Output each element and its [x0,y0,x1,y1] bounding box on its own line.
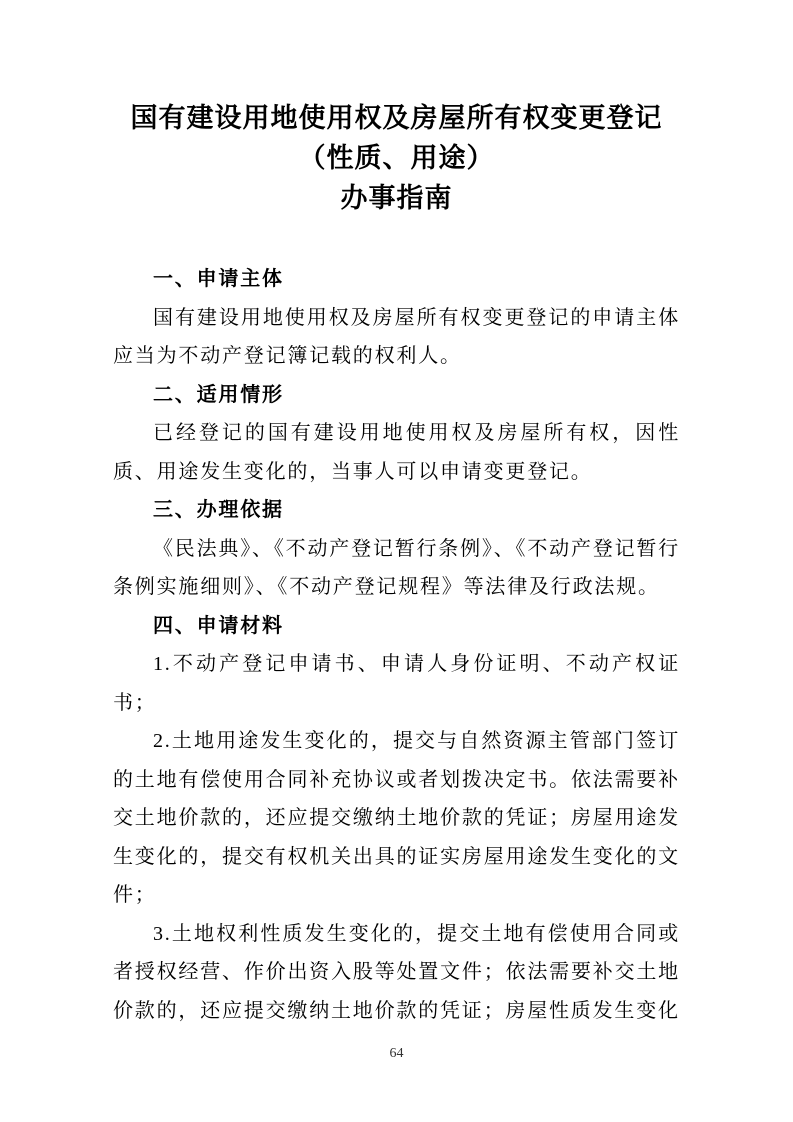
section-heading: 一、申请主体 [153,268,284,290]
section-heading: 四、申请材料 [153,614,284,637]
document-title [113,98,680,218]
document-body [113,260,680,1030]
paragraph: 1.不动产登记申请书、申请人身份证明、不动产权证书； [113,653,680,714]
section-heading: 三、办理依据 [153,499,284,521]
paragraph: 2.土地用途发生变化的，提交与自然资源主管部门签订的土地有偿使用合同补充协议或者划拨决定书。依法需要补交土地价款的，还应提交缴纳土地价款的凭证；房屋用途发生变化的，提交有权机关出具的证实房屋用途发生变化的文件； [113,730,680,906]
title-line-3: 办事指南 [340,183,453,213]
paragraph: 《民法典》、《不动产登记暂行条例》、《不动产登记暂行条例实施细则》、《不动产登记规程》等法律及行政法规。 [113,537,680,598]
paragraph: 国有建设用地使用权及房屋所有权变更登记的申请主体应当为不动产登记簿记载的权利人。 [113,306,680,367]
page-footer [0,1044,793,1062]
page-number: 64 [389,1046,404,1061]
section-heading: 二、适用情形 [153,383,284,406]
title-line-1: 国有建设用地使用权及房屋所有权变更登记 [130,103,663,133]
paragraph: 3.土地权利性质发生变化的，提交土地有偿使用合同或者授权经营、作价出资入股等处置文件；依法需要补交土地价款的，还应提交缴纳土地价款的凭证；房屋性质发生变化 [113,922,680,1022]
paragraph: 已经登记的国有建设用地使用权及房屋所有权，因性质、用途发生变化的，当事人可以申请变更登记。 [113,422,680,483]
title-line-2: （性质、用途） [298,143,495,173]
